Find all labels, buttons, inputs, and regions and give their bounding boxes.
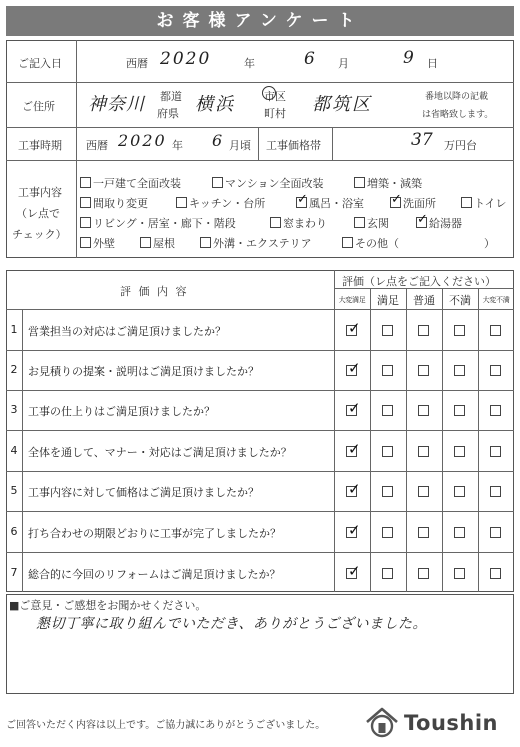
column-neutral: 普通 [413, 294, 435, 307]
company-logo: Toushin [404, 711, 499, 735]
work-item[interactable]: 間取り変更 [80, 195, 148, 211]
work-item[interactable]: 増築・減築 [354, 175, 422, 191]
rating-checkbox[interactable] [418, 446, 429, 457]
question-number: 3 [10, 403, 18, 416]
question-number: 5 [10, 484, 18, 497]
checkbox-icon[interactable] [80, 217, 91, 228]
rating-header: 評価（レ点をご記入ください） [342, 275, 496, 288]
rating-checkbox[interactable] [346, 325, 357, 336]
checkbox-icon[interactable] [176, 197, 187, 208]
rating-checkbox[interactable] [490, 325, 501, 336]
address-prefecture[interactable]: 神奈川 [88, 94, 145, 115]
checkbox-icon[interactable] [80, 237, 91, 248]
work-item[interactable]: ✓ 洗面所 [390, 195, 436, 211]
checkbox-icon[interactable] [461, 197, 472, 208]
checkbox-icon[interactable] [416, 217, 427, 228]
rating-checkbox[interactable] [346, 365, 357, 376]
rating-checkbox[interactable] [490, 365, 501, 376]
work-item[interactable]: 外溝・エクステリア [200, 235, 312, 251]
work-label-2: （レ点で [16, 207, 60, 220]
price-label: 工事価格帯 [266, 139, 321, 152]
rating-checkbox[interactable] [346, 486, 357, 497]
rating-checkbox[interactable] [490, 486, 501, 497]
entry-date-era: 西暦 [126, 57, 148, 70]
question-text: 工事内容に対して価格はご満足頂けましたか？ [28, 486, 259, 499]
period-label: 工事時期 [18, 139, 62, 152]
question-text: 総合的に今回のリフォームはご満足頂けましたか？ [28, 568, 281, 581]
rating-checkbox[interactable] [490, 405, 501, 416]
question-text: 工事の仕上りはご満足頂けましたか？ [28, 405, 215, 418]
work-item[interactable]: トイレ [461, 195, 506, 211]
price-value[interactable]: 37 [411, 130, 433, 150]
work-item[interactable]: ✓ 給湯器 [416, 215, 462, 231]
other-close-paren: ） [484, 237, 495, 250]
rating-checkbox[interactable] [454, 446, 465, 457]
work-label-3: チェック） [12, 228, 67, 241]
rating-checkbox[interactable] [346, 527, 357, 538]
entry-date-day[interactable]: 9 [403, 48, 414, 68]
column-satisfied: 満足 [377, 294, 399, 307]
rating-checkbox[interactable] [346, 405, 357, 416]
city-suffix-1: 市区 [264, 90, 286, 103]
address-label: ご住所 [22, 100, 55, 113]
address-ward[interactable]: 都筑区 [312, 94, 372, 115]
rating-checkbox[interactable] [382, 568, 393, 579]
period-month-unit: 月頃 [229, 139, 251, 152]
rating-checkbox[interactable] [418, 405, 429, 416]
checkbox-icon[interactable] [80, 177, 91, 188]
survey-title: お客様アンケート [6, 6, 514, 36]
entry-date-month[interactable]: 6 [304, 49, 315, 69]
entry-date-day-unit: 日 [427, 57, 438, 70]
work-item[interactable]: 窓まわり [270, 215, 327, 231]
checkbox-icon[interactable] [390, 197, 401, 208]
work-item[interactable]: キッチン・台所 [176, 195, 265, 211]
question-number: 1 [10, 323, 18, 336]
house-logo-icon [364, 705, 400, 739]
checkbox-icon[interactable] [342, 237, 353, 248]
rating-checkbox[interactable] [418, 325, 429, 336]
rating-checkbox[interactable] [490, 527, 501, 538]
rating-checkbox[interactable] [418, 527, 429, 538]
question-text: 打ち合わせの期限どおりに工事が完了しましたか？ [28, 527, 281, 540]
question-number: 4 [10, 444, 18, 457]
rating-checkbox[interactable] [490, 446, 501, 457]
rating-checkbox[interactable] [418, 365, 429, 376]
work-item[interactable]: 玄関 [354, 215, 389, 231]
rating-checkbox[interactable] [382, 486, 393, 497]
column-dissatisfied: 不満 [449, 294, 471, 307]
comments-label: ■ご意見・ご感想をお聞かせください。 [9, 599, 207, 612]
question-number: 7 [10, 566, 18, 579]
comments-text[interactable]: 懇切丁寧に取り組んでいただき、ありがとうございました。 [36, 616, 427, 632]
work-label-1: 工事内容 [18, 186, 62, 199]
rating-checkbox[interactable] [454, 365, 465, 376]
address-note-1: 番地以降の記載 [425, 92, 489, 102]
work-item[interactable]: 外壁 [80, 235, 115, 251]
rating-checkbox[interactable] [382, 325, 393, 336]
prefecture-suffix-2: 府県 [157, 107, 179, 120]
work-item[interactable]: その他（ [342, 235, 399, 251]
checkbox-icon[interactable] [270, 217, 281, 228]
checkbox-icon[interactable] [80, 197, 91, 208]
rating-checkbox[interactable] [454, 486, 465, 497]
period-year-unit: 年 [172, 139, 183, 152]
rating-checkbox[interactable] [454, 568, 465, 579]
rating-checkbox[interactable] [454, 405, 465, 416]
work-item[interactable]: マンション全面改装 [212, 175, 324, 191]
checkbox-icon[interactable] [354, 217, 365, 228]
rating-checkbox[interactable] [454, 325, 465, 336]
column-very-satisfied: 大変満足 [338, 296, 366, 304]
question-text: 全体を通して、マナー・対応はご満足頂けましたか？ [28, 446, 292, 459]
entry-date-year-unit: 年 [244, 57, 255, 70]
column-very-dissatisfied: 大変不満 [482, 296, 510, 304]
address-note-2: は省略致します。 [422, 110, 494, 120]
rating-checkbox[interactable] [454, 527, 465, 538]
question-number: 6 [10, 525, 18, 538]
prefecture-suffix-1: 都道 [160, 90, 182, 103]
rating-checkbox[interactable] [382, 405, 393, 416]
entry-date-month-unit: 月 [338, 57, 349, 70]
footer-note: ご回答いただく内容は以上です。ご協力誠にありがとうございました。 [6, 720, 326, 731]
rating-checkbox[interactable] [382, 527, 393, 538]
rating-checkbox[interactable] [346, 568, 357, 579]
work-item[interactable]: 屋根 [140, 235, 175, 251]
checkbox-icon[interactable] [140, 237, 151, 248]
evaluation-header: 評 価 内 容 [120, 285, 189, 298]
work-item[interactable]: ✓ 風呂・浴室 [296, 195, 364, 211]
price-unit: 万円台 [444, 139, 477, 152]
rating-checkbox[interactable] [382, 446, 393, 457]
rating-checkbox[interactable] [382, 365, 393, 376]
checkbox-icon[interactable] [212, 177, 223, 188]
period-era: 西暦 [86, 139, 108, 152]
rating-checkbox[interactable] [418, 568, 429, 579]
checkbox-icon[interactable] [354, 177, 365, 188]
question-text: お見積りの提案・説明はご満足頂けましたか？ [28, 365, 259, 378]
checkbox-icon[interactable] [200, 237, 211, 248]
question-number: 2 [10, 363, 18, 376]
rating-checkbox[interactable] [418, 486, 429, 497]
rating-checkbox[interactable] [346, 446, 357, 457]
period-year[interactable]: 2020 [118, 131, 167, 150]
city-suffix-2: 町村 [264, 107, 286, 120]
work-item[interactable]: リビング・居室・廊下・階段 [80, 215, 236, 231]
entry-date-year[interactable]: 2020 [160, 49, 212, 69]
work-item[interactable]: 一戸建て全面改装 [80, 175, 181, 191]
checkbox-icon[interactable] [296, 197, 307, 208]
period-month[interactable]: 6 [212, 131, 223, 150]
evaluation-table [6, 270, 514, 592]
rating-checkbox[interactable] [490, 568, 501, 579]
address-city[interactable]: 横浜 [195, 94, 235, 115]
entry-date-label: ご記入日 [18, 57, 62, 70]
question-text: 営業担当の対応はご満足頂けましたか？ [28, 325, 226, 338]
